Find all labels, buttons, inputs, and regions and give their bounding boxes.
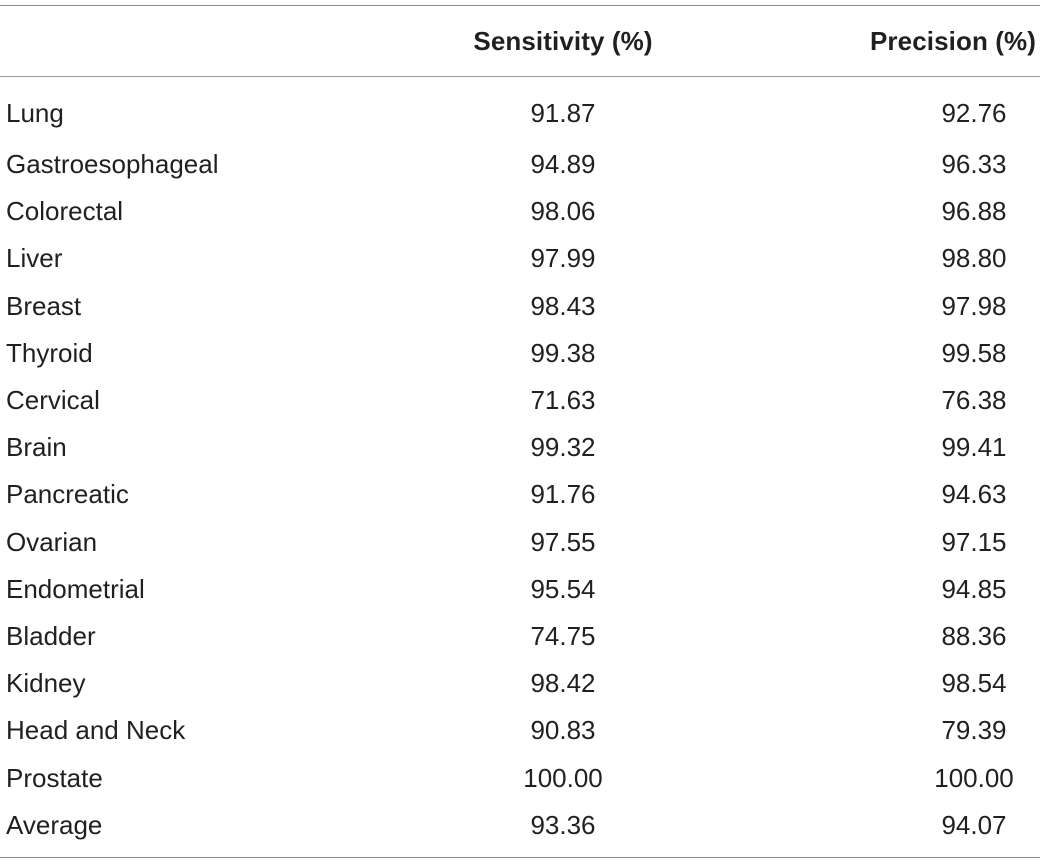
precision-cell: 94.07: [941, 809, 1007, 840]
results-table: [0, 6, 1040, 849]
table-row: [0, 519, 1040, 566]
table-row: [0, 566, 1040, 613]
precision-cell: 98.54: [941, 668, 1007, 699]
table-body: [0, 76, 1040, 849]
sensitivity-cell: 94.89: [530, 149, 596, 180]
table-row: [0, 188, 1040, 235]
cancer-type-cell: Ovarian: [6, 526, 98, 557]
sensitivity-cell: 97.99: [530, 243, 596, 274]
bottom-rule: [0, 857, 1040, 858]
cancer-type-cell: Bladder: [6, 620, 96, 651]
sensitivity-cell: 90.83: [530, 715, 596, 746]
table-row: [0, 424, 1040, 471]
cancer-type-cell: Average: [6, 809, 103, 840]
sensitivity-cell: 100.00: [523, 762, 603, 793]
table-row: [0, 471, 1040, 518]
cancer-type-cell: Brain: [6, 432, 67, 463]
precision-cell: 98.80: [941, 243, 1007, 274]
table-row: [0, 76, 1040, 141]
table-row: [0, 141, 1040, 188]
cancer-type-cell: Liver: [6, 243, 63, 274]
sensitivity-cell: 91.76: [530, 479, 596, 510]
table-row: [0, 802, 1040, 849]
precision-cell: 97.15: [941, 526, 1007, 557]
sensitivity-cell: 99.38: [530, 337, 596, 368]
precision-cell: 99.41: [941, 432, 1007, 463]
header-sensitivity: Sensitivity (%): [473, 25, 653, 56]
cancer-type-cell: Head and Neck: [6, 715, 186, 746]
precision-cell: 100.00: [934, 762, 1014, 793]
table-row: [0, 707, 1040, 754]
precision-cell: 99.58: [941, 337, 1007, 368]
table-row: [0, 283, 1040, 330]
sensitivity-cell: 98.06: [530, 196, 596, 227]
precision-cell: 76.38: [941, 385, 1007, 416]
sensitivity-cell: 98.43: [530, 290, 596, 321]
sensitivity-cell: 95.54: [530, 573, 596, 604]
precision-cell: 96.88: [941, 196, 1007, 227]
header-row: [0, 6, 1040, 76]
table-row: [0, 613, 1040, 660]
sensitivity-cell: 97.55: [530, 526, 596, 557]
sensitivity-cell: 93.36: [530, 809, 596, 840]
precision-cell: 79.39: [941, 715, 1007, 746]
sensitivity-cell: 98.42: [530, 668, 596, 699]
cancer-type-cell: Pancreatic: [6, 479, 129, 510]
cancer-type-cell: Colorectal: [6, 196, 124, 227]
header-name: [0, 6, 380, 76]
cancer-type-cell: Endometrial: [6, 573, 145, 604]
cancer-type-cell: Lung: [6, 97, 64, 128]
cancer-type-cell: Thyroid: [6, 337, 93, 368]
sensitivity-cell: 99.32: [530, 432, 596, 463]
table-row: [0, 330, 1040, 377]
cancer-type-cell: Gastroesophageal: [6, 149, 219, 180]
precision-cell: 96.33: [941, 149, 1007, 180]
precision-cell: 88.36: [941, 620, 1007, 651]
precision-cell: 97.98: [941, 290, 1007, 321]
table-row: [0, 377, 1040, 424]
table-row: [0, 754, 1040, 801]
cancer-type-cell: Kidney: [6, 668, 86, 699]
cancer-type-cell: Cervical: [6, 385, 100, 416]
table-row: [0, 660, 1040, 707]
sensitivity-cell: 91.87: [530, 97, 596, 128]
header-precision: Precision (%): [869, 25, 1036, 56]
cancer-type-cell: Prostate: [6, 762, 103, 793]
sensitivity-cell: 71.63: [530, 385, 596, 416]
precision-cell: 94.85: [941, 573, 1007, 604]
cancer-type-cell: Breast: [6, 290, 82, 321]
precision-cell: 92.76: [941, 97, 1007, 128]
table-row: [0, 235, 1040, 282]
sensitivity-cell: 74.75: [530, 620, 596, 651]
precision-cell: 94.63: [941, 479, 1007, 510]
